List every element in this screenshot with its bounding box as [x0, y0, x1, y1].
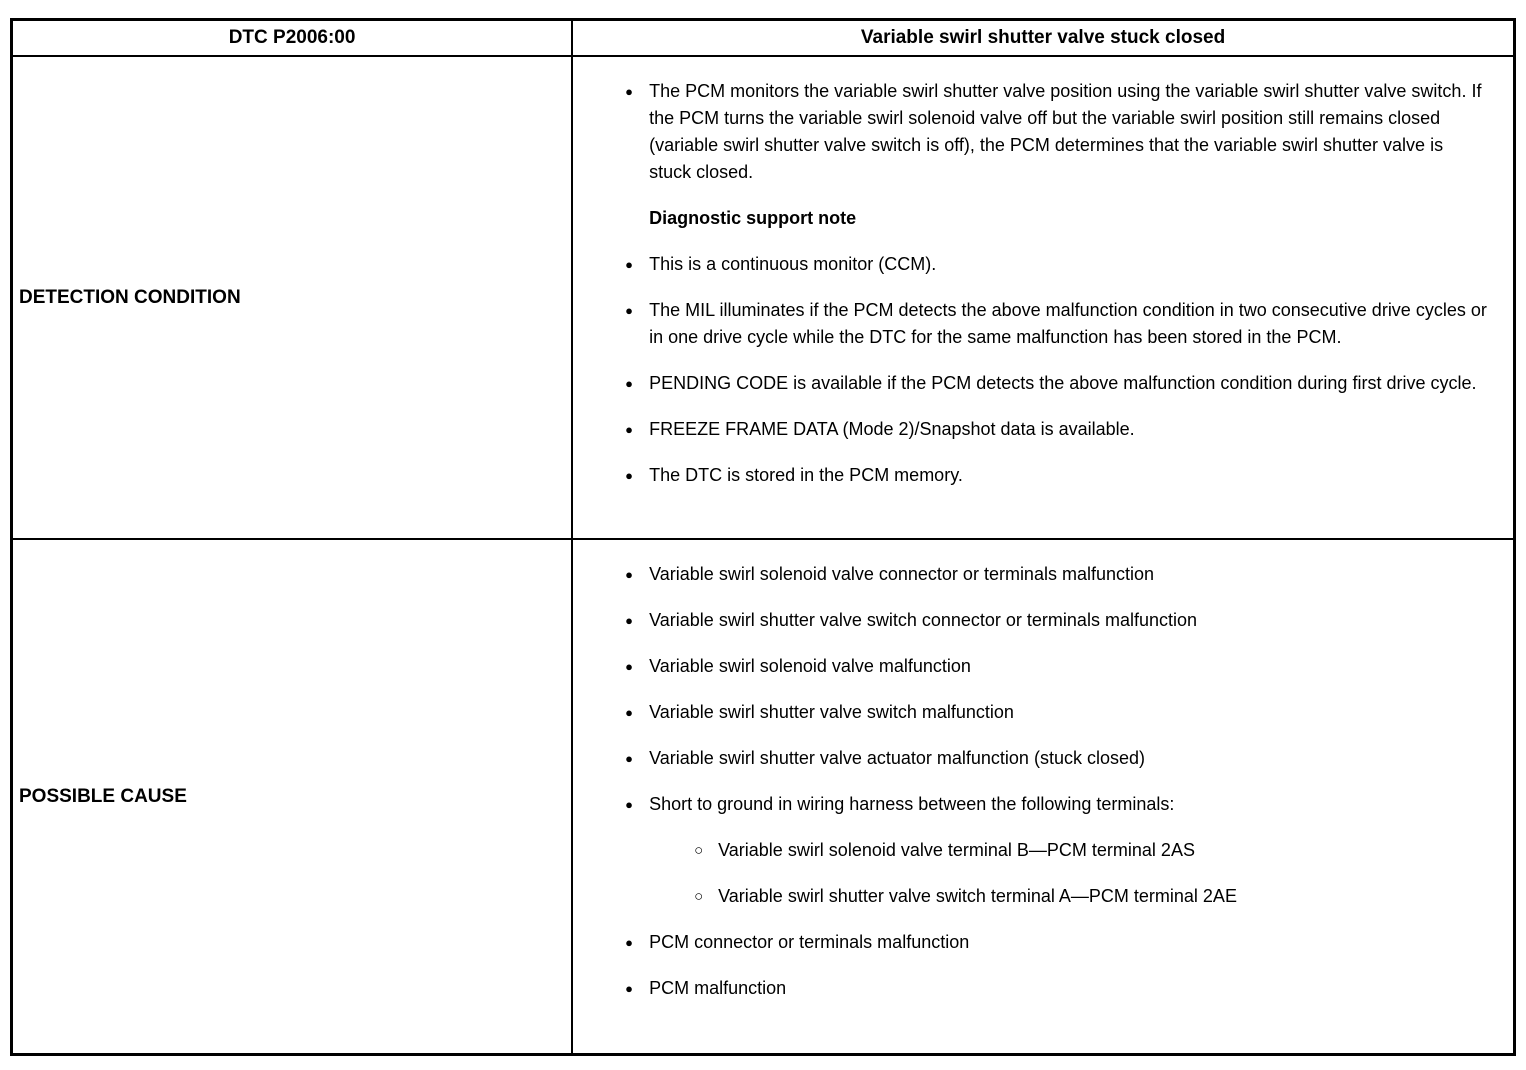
- bullet-icon: ●: [625, 84, 633, 99]
- bullet-icon: ●: [625, 659, 633, 675]
- detection-condition-content: [572, 56, 1514, 539]
- possible-cause-content: [572, 539, 1514, 1054]
- sub-bullet-item: [694, 837, 1487, 864]
- sub-bullet-item: [694, 883, 1487, 910]
- bullet-item: [625, 462, 1487, 489]
- bullet-item: [625, 78, 1487, 186]
- item-text: PCM connector or terminals malfunction: [649, 932, 970, 953]
- bullet-item: [625, 791, 1487, 818]
- bullet-icon: ●: [625, 613, 633, 629]
- bullet-icon: ●: [625, 797, 633, 813]
- item-text: Short to ground in wiring harness between the following terminals:: [649, 794, 1175, 815]
- detection-condition-row: [12, 56, 1515, 539]
- item-text: Diagnostic support note: [649, 208, 857, 228]
- item-text: The MIL illuminates if the PCM detects the above malfunction condition in two consecutive drive cycles or in one drive cycle while the DTC for the same malfunction has been stored in the PCM.: [649, 300, 1487, 347]
- item-text: PENDING CODE is available if the PCM detects the above malfunction condition during first drive cycle.: [649, 373, 1477, 393]
- bullet-icon: ●: [625, 705, 633, 721]
- item-text: FREEZE FRAME DATA (Mode 2)/Snapshot data is available.: [649, 419, 1135, 439]
- bullet-item: [625, 653, 1487, 680]
- bullet-icon: ●: [625, 468, 633, 483]
- bullet-item: [625, 607, 1487, 634]
- bullet-item: [625, 745, 1487, 772]
- bullet-item: [625, 251, 1487, 278]
- support-note-heading: [649, 205, 1487, 232]
- bullet-icon: ●: [625, 935, 633, 951]
- item-text: Variable swirl shutter valve switch malfunction: [649, 702, 1014, 723]
- bullet-icon: ●: [625, 257, 633, 272]
- item-text: PCM malfunction: [649, 978, 787, 999]
- item-text: Variable swirl solenoid valve connector or terminals malfunction: [649, 564, 1155, 585]
- possible-cause-row: [12, 539, 1515, 1054]
- bullet-item: [625, 929, 1487, 956]
- bullet-item: [625, 561, 1487, 588]
- bullet-icon: ●: [625, 303, 633, 318]
- bullet-icon: ●: [625, 981, 633, 997]
- bullet-icon: ●: [625, 376, 633, 391]
- dtc-table: [10, 18, 1516, 1056]
- item-text: Variable swirl solenoid valve malfunction: [649, 656, 971, 677]
- item-text: Variable swirl shutter valve actuator malfunction (stuck closed): [649, 748, 1145, 769]
- item-text: This is a continuous monitor (CCM).: [649, 254, 937, 274]
- circle-bullet-icon: ○: [694, 842, 704, 860]
- bullet-icon: ●: [625, 751, 633, 767]
- dtc-title-header: Variable swirl shutter valve stuck closed: [572, 20, 1514, 57]
- circle-bullet-icon: ○: [694, 888, 704, 906]
- item-text: Variable swirl shutter valve switch terminal A—PCM terminal 2AE: [718, 886, 1237, 907]
- dtc-code-header: DTC P2006:00: [12, 20, 573, 57]
- item-text: The DTC is stored in the PCM memory.: [649, 465, 963, 485]
- bullet-item: [625, 370, 1487, 397]
- bullet-item: [625, 699, 1487, 726]
- bullet-icon: ●: [625, 567, 633, 583]
- bullet-item: [625, 416, 1487, 443]
- item-text: Variable swirl shutter valve switch connector or terminals malfunction: [649, 610, 1197, 631]
- item-text: Variable swirl solenoid valve terminal B—PCM terminal 2AS: [718, 840, 1195, 861]
- table-header-row: [12, 20, 1515, 57]
- possible-cause-label: POSSIBLE CAUSE: [12, 539, 573, 1054]
- detection-condition-label: DETECTION CONDITION: [12, 56, 573, 539]
- bullet-item: [625, 975, 1487, 1002]
- bullet-item: [625, 297, 1487, 351]
- item-text: The PCM monitors the variable swirl shutter valve position using the variable swirl shutter valve switch. If the PCM turns the variable swirl solenoid valve off but the variable swirl position still remains closed (variable swirl shutter valve switch is off), the PCM determines that the variable swirl shutter valve is stuck closed.: [649, 81, 1482, 182]
- bullet-icon: ●: [625, 422, 633, 437]
